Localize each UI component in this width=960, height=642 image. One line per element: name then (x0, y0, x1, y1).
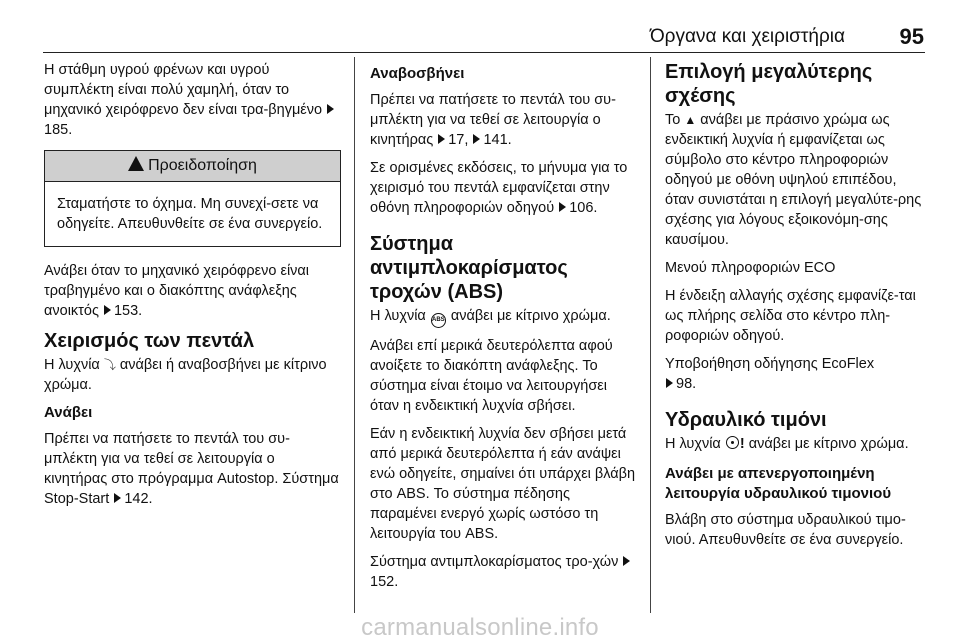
gear-shift-paragraph: Το ▲ ανάβει με πράσινο χρώμα ως ενδεικτική λυχνία ή εμφανίζεται ως σύμβολο στο κέντρο πληροφοριών οδηγού με οθόνη υψηλού επιπέδου, όταν συνιστάται η επιλογή μεγαλύτε-ρης σχέσης για λόγους εξοικονόμη-σης καυσίμου. (665, 112, 922, 248)
page-ref-arrow-icon (559, 202, 566, 212)
page-ref[interactable]: 17, (448, 132, 469, 148)
page-ref-arrow-icon (473, 134, 480, 144)
column-divider-right (650, 57, 651, 613)
gear-shift-heading: Επιλογή μεγαλύτερης σχέσης (665, 61, 873, 107)
column-right (665, 60, 929, 558)
steering-disabled-paragraph: Βλάβη στο σύστημα υδραυλικού τιμο-νιού. Απευθυνθείτε σε ένα συνεργείο. (665, 512, 906, 548)
abs-paragraph-3: Εάν η ενδεικτική λυχνία δεν σβήσει μετά από μερικά δευτερόλεπτα ή εάν ανάψει ενώ οδηγείτε, σημαίνει ότι υπάρχει βλάβη στο ABS. Το σύστημα πέδησης παραμένει ενεργό χωρίς ωστόσο τη λειτουργία του ABS. (370, 426, 636, 542)
ecoflex-paragraph: Υποβοήθηση οδήγησης EcoFlex 98. (665, 356, 875, 392)
column-middle (370, 60, 636, 600)
warning-triangle-icon (128, 156, 144, 171)
page-ref-arrow-icon (114, 493, 121, 503)
eco-menu-text: Μενού πληροφοριών ECO (665, 260, 836, 276)
warning-body (45, 182, 340, 246)
flashing-heading: Αναβοσβήνει (370, 65, 465, 82)
lights-up-paragraph: Πρέπει να πατήσετε το πεντάλ του συ-μπλέκτη για να τεθεί σε λειτουργία ο κινητήρας στο πρόγραμμα Autostop. Σύστημα Stop-Start 142. (44, 431, 339, 507)
page-ref-arrow-icon (438, 134, 445, 144)
steering-wheel-icon (726, 436, 739, 449)
flashing-paragraph: Πρέπει να πατήσετε το πεντάλ του συ-μπλέκτη για να τεθεί σε λειτουργία ο κινητήρας 17, 141. (370, 92, 616, 148)
page-ref[interactable]: 153. (113, 303, 143, 319)
abs-paragraph-1: Η λυχνία ABS ανάβει με κίτρινο χρώμα. (370, 306, 636, 328)
clutch-pedal-icon: ⤵ (103, 358, 116, 372)
watermark: carmanualsonline.info (361, 614, 599, 641)
warning-header (45, 151, 340, 182)
handbrake-paragraph: Ανάβει όταν το μηχανικό χειρόφρενο είναι τραβηγμένο και ο διακόπτης ανάφλεξης ανοικτός 153. (44, 263, 310, 319)
abs-heading: Σύστημα αντιμπλοκαρίσματος τροχών (ABS) (370, 233, 568, 303)
chapter-title: Όργανα και χειριστήρια (649, 26, 845, 47)
abs-icon: ABS (431, 313, 446, 328)
power-steering-paragraph: Η λυχνία ! ανάβει με κίτρινο χρώμα. (665, 436, 909, 452)
page-ref[interactable]: 98. (676, 376, 697, 392)
version-paragraph: Σε ορισμένες εκδόσεις, το μήνυμα για το χειρισμό του πεντάλ εμφανίζεται στην οθόνη πληροφοριών οδηγού 106. (370, 160, 628, 216)
page-ref[interactable]: 141. (483, 132, 512, 148)
brake-fluid-paragraph: Η στάθμη υγρού φρένων και υγρού συμπλέκτη είναι πολύ χαμηλή, όταν το μηχανικό χειρόφρενο δεν είναι τρα-βηγμένο 185. (44, 60, 341, 140)
page-ref[interactable]: 152. (370, 574, 399, 590)
page-ref-arrow-icon (623, 556, 630, 566)
page-ref-arrow-icon (104, 305, 111, 315)
eco-paragraph: Η ένδειξη αλλαγής σχέσης εμφανίζε-ται ως πλήρης σελίδα στο κέντρο πλη-ροφοριών οδηγού. (665, 288, 916, 344)
abs-paragraph-4: Σύστημα αντιμπλοκαρίσματος τρο-χών 152. (370, 552, 636, 592)
page-ref-arrow-icon (666, 378, 673, 388)
page-ref[interactable]: 142. (124, 491, 153, 507)
column-divider-left (354, 57, 355, 613)
steering-disabled-heading: Ανάβει με απενεργοποιημένη λειτουργία υδραυλικού τιμονιού (665, 465, 892, 502)
upshift-indicator-icon: ▲ (684, 113, 697, 127)
warning-box (44, 150, 341, 247)
page-ref[interactable]: 106. (569, 200, 598, 216)
abs-paragraph-2: Ανάβει επί μερικά δευτερόλεπτα αφού ανοίξετε το διακόπτη ανάφλεξης. Το σύστημα είναι έτοιμο να λειτουργήσει όταν η ενδεικτική λυχνία σβήσει. (370, 338, 613, 414)
pedal-heading: Χειρισμός των πεντάλ (44, 330, 255, 352)
pedal-paragraph: Η λυχνία ⤵ ανάβει ή αναβοσβήνει με κίτρινο χρώμα. (44, 357, 327, 393)
page-header (0, 26, 960, 50)
column-left (44, 60, 341, 517)
page-ref-arrow-icon (327, 104, 334, 114)
page-ref[interactable]: 185. (44, 122, 73, 138)
power-steering-heading: Υδραυλικό τιμόνι (665, 409, 827, 431)
page-number: 95 (899, 24, 924, 49)
warning-title: Προειδοποίηση (148, 157, 257, 174)
header-rule (43, 52, 925, 53)
lights-up-heading: Ανάβει (44, 404, 93, 421)
warning-text: Σταματήστε το όχημα. Μη συνεχί-σετε να οδηγείτε. Απευθυνθείτε σε ένα συνεργείο. (57, 196, 323, 232)
